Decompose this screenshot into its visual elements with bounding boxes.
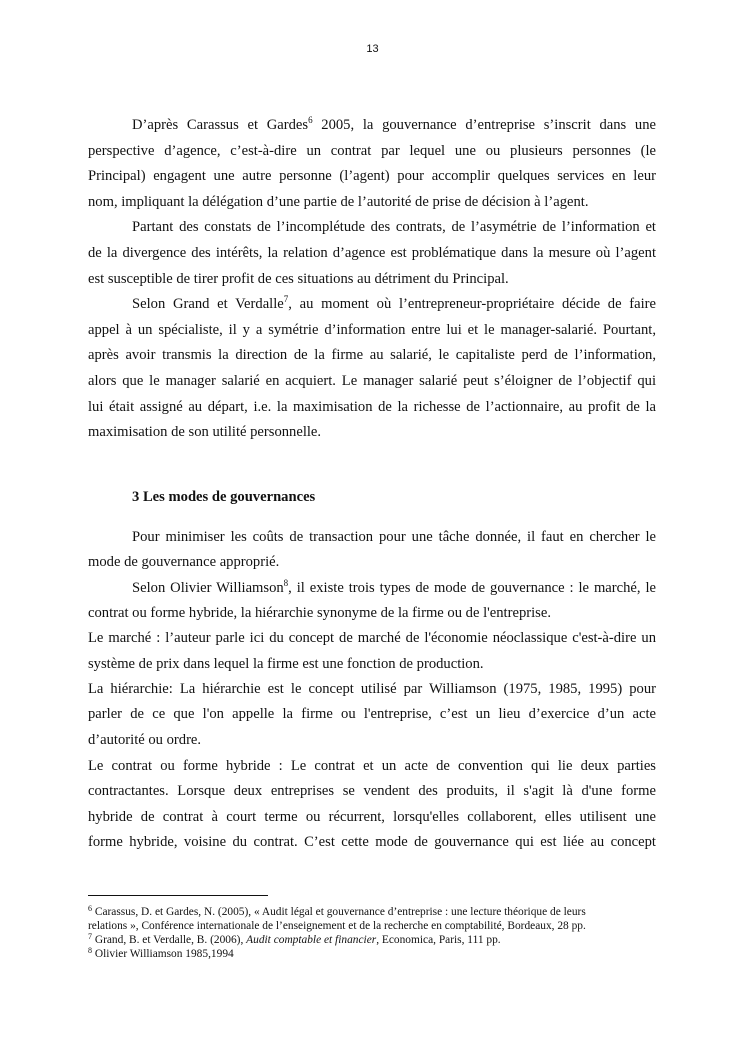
paragraph-line: parler de ce que l'on appelle la firme ou l'entreprise, c’est un lieu d’exercice d’un acte bbox=[88, 706, 656, 722]
footnote-8: $^8$ Olivier Williamson 1985,1994 bbox=[88, 946, 234, 960]
paragraph-line: hybride de contrat à court terme ou récurrent, lorsqu'elles collaborent, elles utilisent une bbox=[88, 809, 656, 825]
footnote-ref: 7 bbox=[283, 294, 289, 304]
paragraph-line: appel à un spécialiste, il y a symétrie d’information entre lui et le manager-salarié. Pourtant, bbox=[88, 322, 656, 338]
paragraph-line: perspective d’agence, c’est-à-dire un contrat par lequel une ou plusieurs personnes (le bbox=[88, 143, 656, 159]
paragraph-line: Le marché : l’auteur parle ici du concept de marché de l'économie néoclassique c'est-à-dire un bbox=[88, 630, 656, 646]
section-heading: 3 Les modes de gouvernances bbox=[132, 489, 316, 505]
paragraph-line: forme hybride, voisine du contrat. C’est cette mode de gouvernance qui est liée au concept bbox=[88, 834, 656, 850]
footnote-ref: 8 bbox=[283, 578, 289, 588]
paragraph-line: est susceptible de tirer profit de ces situations au détriment du Principal. bbox=[88, 271, 509, 287]
paragraph-line: alors que le manager salarié en acquiert. Le manager salarié peut s’éloigner de l’objectif qui bbox=[88, 373, 656, 389]
paragraph-line: D’après Carassus et Gardes$^6$ 2005, la gouvernance d’entreprise s’inscrit dans une bbox=[132, 115, 656, 133]
paragraph-line: La hiérarchie: La hiérarchie est le concept utilisé par Williamson (1975, 1985, 1995) pour bbox=[88, 681, 656, 697]
footnote-6-continued: relations », Conférence internationale de l’enseignement et de la recherche en comptabilité, Bordeaux, 28 pp. bbox=[88, 920, 586, 932]
paragraph-line: Le contrat ou forme hybride : Le contrat et un acte de convention qui lie deux parties bbox=[88, 758, 656, 774]
paragraph-line: système de prix dans lequel la firme est une fonction de production. bbox=[88, 656, 484, 672]
paragraph-line: Pour minimiser les coûts de transaction pour une tâche donnée, il faut en chercher le bbox=[132, 529, 656, 545]
footnote-ref: 6 bbox=[308, 115, 313, 125]
footnote-7: $^7$ Grand, B. et Verdalle, B. (2006), Audit comptable et financier, Economica, Paris, 111 pp. bbox=[88, 932, 501, 946]
paragraph-line: lui était assigné au départ, i.e. la maximisation de la richesse de l’actionnaire, au profit de la bbox=[88, 399, 656, 415]
paragraph-line: Principal) engagent une autre personne (l’agent) pour accomplir quelques services en leur bbox=[88, 168, 656, 184]
paragraph-line: mode de gouvernance approprié. bbox=[88, 554, 280, 570]
footnote-6: $^6$ Carassus, D. et Gardes, N. (2005), « Audit légal et gouvernance d’entreprise : une lecture théorique de leurs bbox=[88, 904, 586, 918]
paragraph-line: Selon Grand et Verdalle$^7$, au moment où l’entrepreneur-propriétaire décide de faire bbox=[132, 294, 656, 312]
paragraph-line: contrat ou forme hybride, la hiérarchie synonyme de la firme ou de l'entreprise. bbox=[88, 605, 551, 621]
page-number: 13 bbox=[366, 43, 379, 55]
footnote-separator bbox=[88, 895, 268, 896]
paragraph-line: après avoir transmis la direction de la firme au salarié, le capitaliste perd de l’information, bbox=[88, 347, 656, 363]
paragraph-line: d’autorité ou ordre. bbox=[88, 732, 202, 748]
paragraph-line: contractantes. Lorsque deux entreprises se vendent des produits, il s'agit là d'une forme bbox=[88, 783, 656, 799]
paragraph-line: nom, impliquant la délégation d’une partie de l’autorité de prise de décision à l’agent. bbox=[88, 194, 589, 210]
paragraph-line: maximisation de son utilité personnelle. bbox=[88, 424, 322, 440]
paragraph-line: Selon Olivier Williamson$^8$, il existe trois types de mode de gouvernance : le marché, le bbox=[132, 578, 656, 596]
paragraph-line: Partant des constats de l’incomplétude des contrats, de l’asymétrie de l’information et bbox=[132, 219, 656, 235]
paragraph-line: de la divergence des intérêts, la relation d’agence est problématique dans la mesure où l’agent bbox=[88, 245, 656, 261]
